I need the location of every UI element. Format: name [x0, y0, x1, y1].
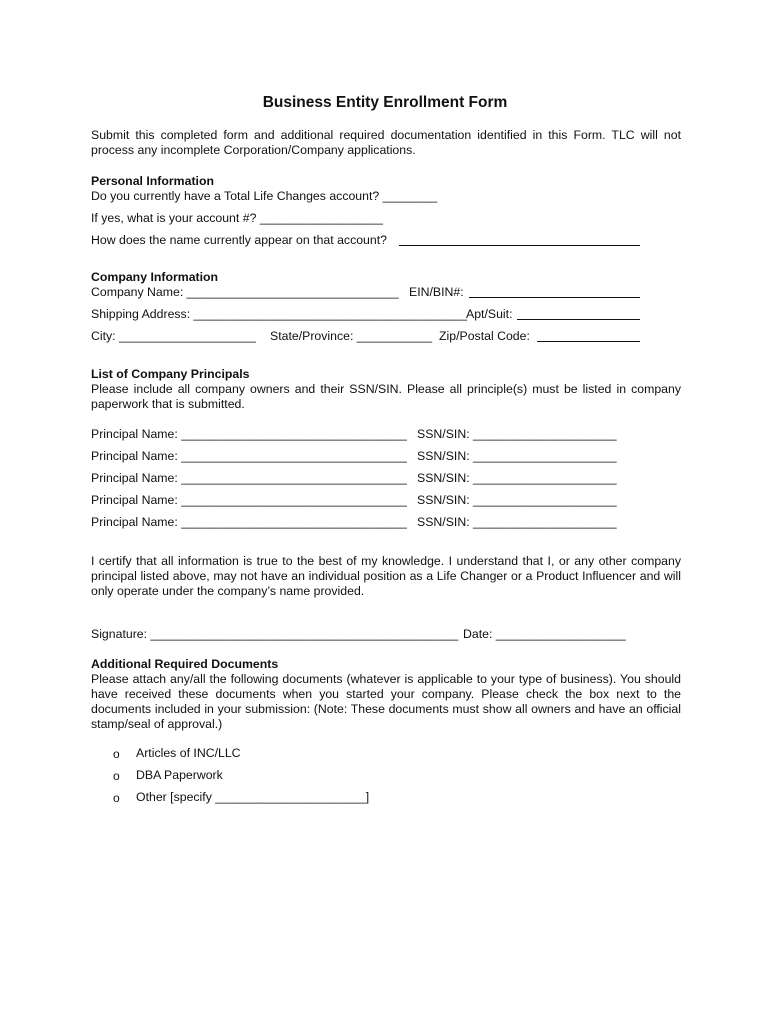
apt-line	[517, 319, 640, 320]
principal-ssn-1: SSN/SIN: _____________________	[417, 427, 617, 441]
documents-heading: Additional Required Documents	[91, 657, 279, 671]
signature-field: Signature: _____________________________________________	[91, 627, 459, 641]
document-item-2: DBA Paperwork	[136, 768, 223, 782]
principal-name-3: Principal Name: _________________________________	[91, 471, 407, 485]
city-field: City: ____________________	[91, 329, 256, 343]
document-item-1: Articles of INC/LLC	[136, 746, 241, 760]
date-field: Date: ___________________	[463, 627, 626, 641]
ein-label: EIN/BIN#:	[409, 285, 464, 299]
intro-text: Submit this completed form and additional required documentation identified in this Form. TLC will not process any incomplete Corporation/Company applications.	[91, 128, 681, 157]
principal-ssn-2: SSN/SIN: _____________________	[417, 449, 617, 463]
zip-label: Zip/Postal Code:	[439, 329, 530, 343]
account-number-field: If yes, what is your account #? __________________	[91, 211, 383, 225]
principals-description: Please include all company owners and their SSN/SIN. Please all principle(s) must be listed in company paperwork that is submitted.	[91, 382, 681, 411]
principal-name-1: Principal Name: _________________________________	[91, 427, 407, 441]
principal-ssn-5: SSN/SIN: _____________________	[417, 515, 617, 529]
checkbox-bullet-2[interactable]: o	[113, 769, 120, 783]
document-item-3: Other [specify ______________________]	[136, 790, 370, 804]
certify-text: I certify that all information is true to the best of my knowledge. I understand that I, or any other company principal listed above, may not have an individual position as a Life Changer or a Product Influencer and will only operate under the company’s name provided.	[91, 554, 681, 598]
checkbox-bullet-1[interactable]: o	[113, 747, 120, 761]
form-title: Business Entity Enrollment Form	[262, 94, 508, 111]
company-name-field: Company Name: _______________________________	[91, 285, 399, 299]
documents-description: Please attach any/all the following documents (whatever is applicable to your type of business). You should have received these documents when you started your company. Please check the box next to the documents included in your submission: (Note: These documents must show all owners and have an official stamp/seal of approval.)	[91, 672, 681, 731]
apt-label: Apt/Suit:	[466, 307, 513, 321]
principal-ssn-4: SSN/SIN: _____________________	[417, 493, 617, 507]
principal-ssn-3: SSN/SIN: _____________________	[417, 471, 617, 485]
ein-line	[469, 297, 640, 298]
account-name-label: How does the name currently appear on that account?	[91, 233, 387, 247]
account-name-line	[399, 245, 640, 246]
state-field: State/Province: ___________	[270, 329, 433, 343]
principal-name-5: Principal Name: _________________________________	[91, 515, 407, 529]
checkbox-bullet-3[interactable]: o	[113, 791, 120, 805]
company-heading: Company Information	[91, 270, 219, 284]
principals-heading: List of Company Principals	[91, 367, 250, 381]
shipping-address-field: Shipping Address: ________________________________________	[91, 307, 468, 321]
zip-line	[537, 341, 640, 342]
principal-name-2: Principal Name: _________________________________	[91, 449, 407, 463]
account-question: Do you currently have a Total Life Changes account? ________	[91, 189, 438, 203]
personal-heading: Personal Information	[91, 174, 214, 188]
principal-name-4: Principal Name: _________________________________	[91, 493, 407, 507]
